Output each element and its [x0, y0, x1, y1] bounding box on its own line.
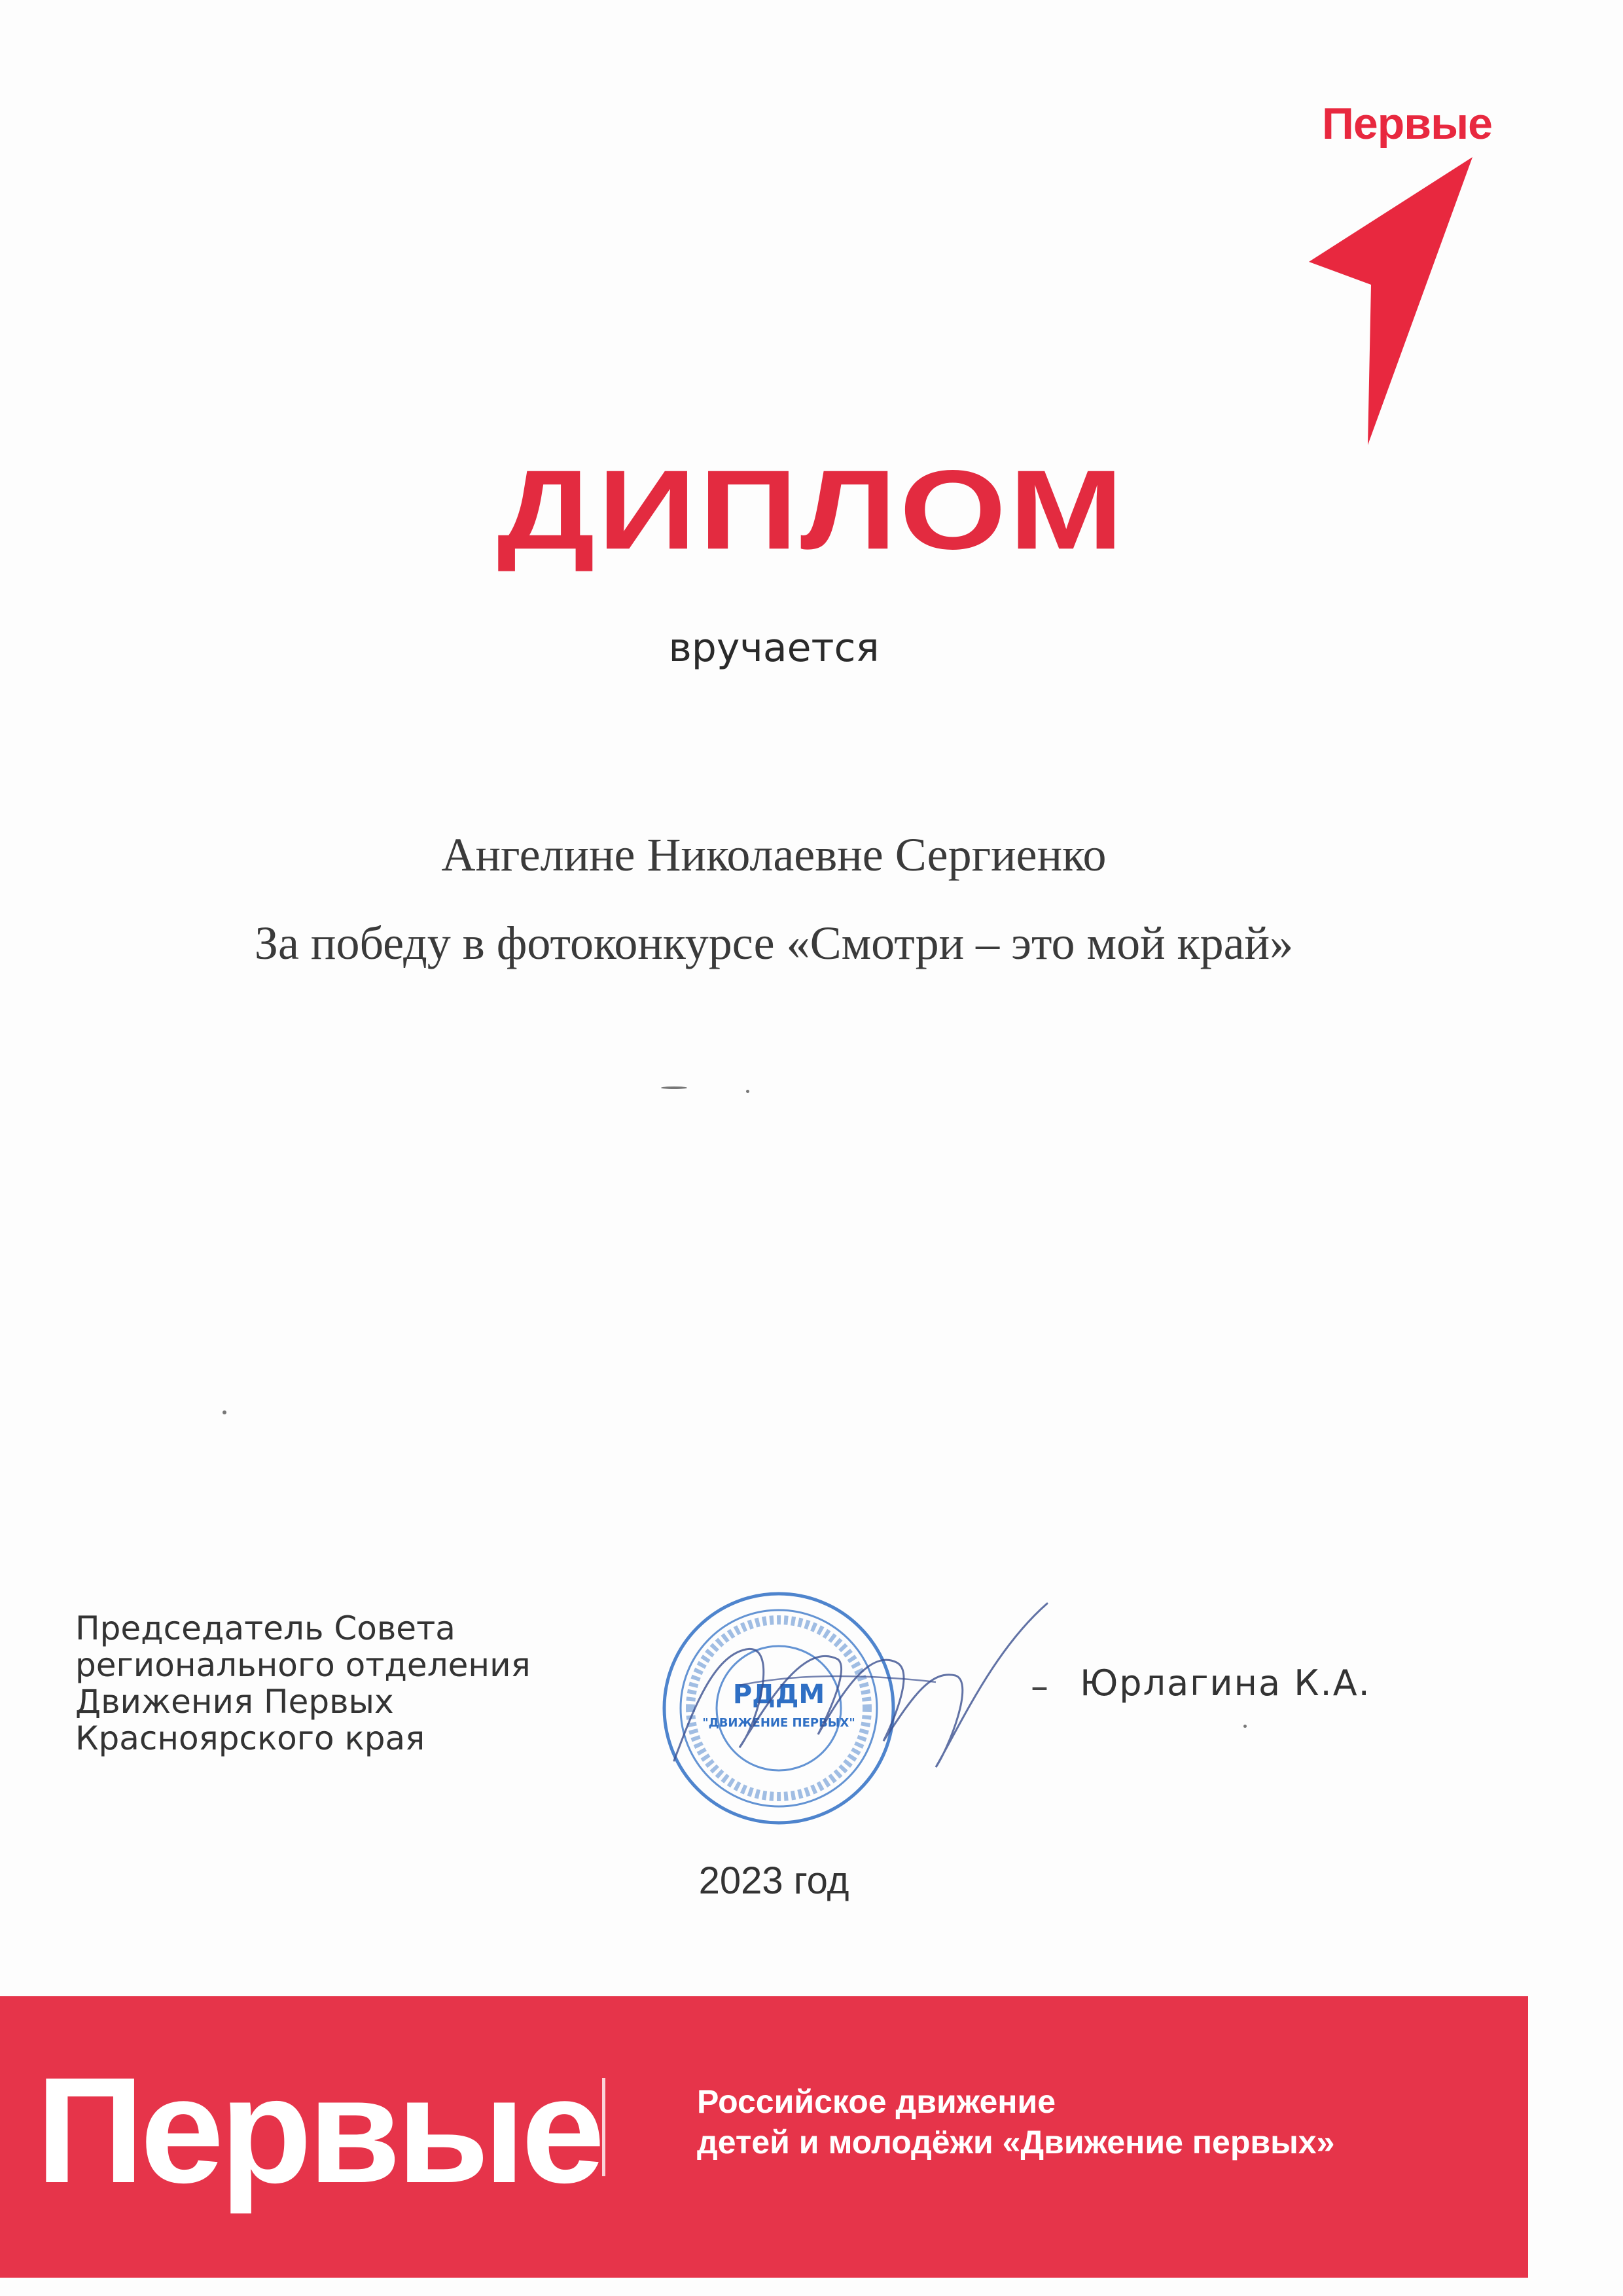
signer-name: Юрлагина К.А. — [1080, 1662, 1371, 1704]
scan-speck — [1243, 1725, 1247, 1728]
signer-position-line: регионального отделения — [75, 1646, 531, 1684]
scan-speck — [661, 1086, 687, 1089]
signer-position-line: Красноярского края — [75, 1719, 425, 1757]
scan-speck — [223, 1410, 226, 1414]
signer-position — [75, 1610, 664, 1757]
first-logo-mark — [1309, 157, 1486, 445]
footer-org-line: детей и молодёжи «Движение первых» — [697, 2124, 1335, 2161]
footer-organization — [697, 2081, 1334, 2162]
award-reason: За победу в фотоконкурсе «Смотри – это мой край» — [254, 917, 1294, 969]
footer-divider — [602, 2078, 605, 2176]
recipient-name: Ангелине Николаевне Сергиенко — [441, 829, 1107, 881]
stamp-org-name: "ДВИЖЕНИЕ ПЕРВЫХ" — [702, 1716, 855, 1730]
issue-year: 2023 год — [698, 1859, 849, 1902]
signer-position-line: Председатель Совета — [75, 1609, 455, 1647]
scan-speck — [746, 1090, 749, 1093]
stamp-abbrev: РДДМ — [732, 1679, 825, 1710]
handwritten-signature — [654, 1597, 1073, 1780]
logo-mark-shape — [1309, 157, 1472, 445]
diploma-title: ДИПЛОМ — [497, 446, 1126, 573]
footer-org-line: Российское движение — [697, 2083, 1056, 2120]
signer-position-line: Движения Первых — [75, 1683, 394, 1721]
awarded-text: вручается — [668, 625, 880, 671]
footer-logo-word: Первые — [36, 2046, 601, 2214]
signature-dash: – — [1031, 1666, 1048, 1707]
top-logo-word: Первые — [1322, 99, 1492, 149]
